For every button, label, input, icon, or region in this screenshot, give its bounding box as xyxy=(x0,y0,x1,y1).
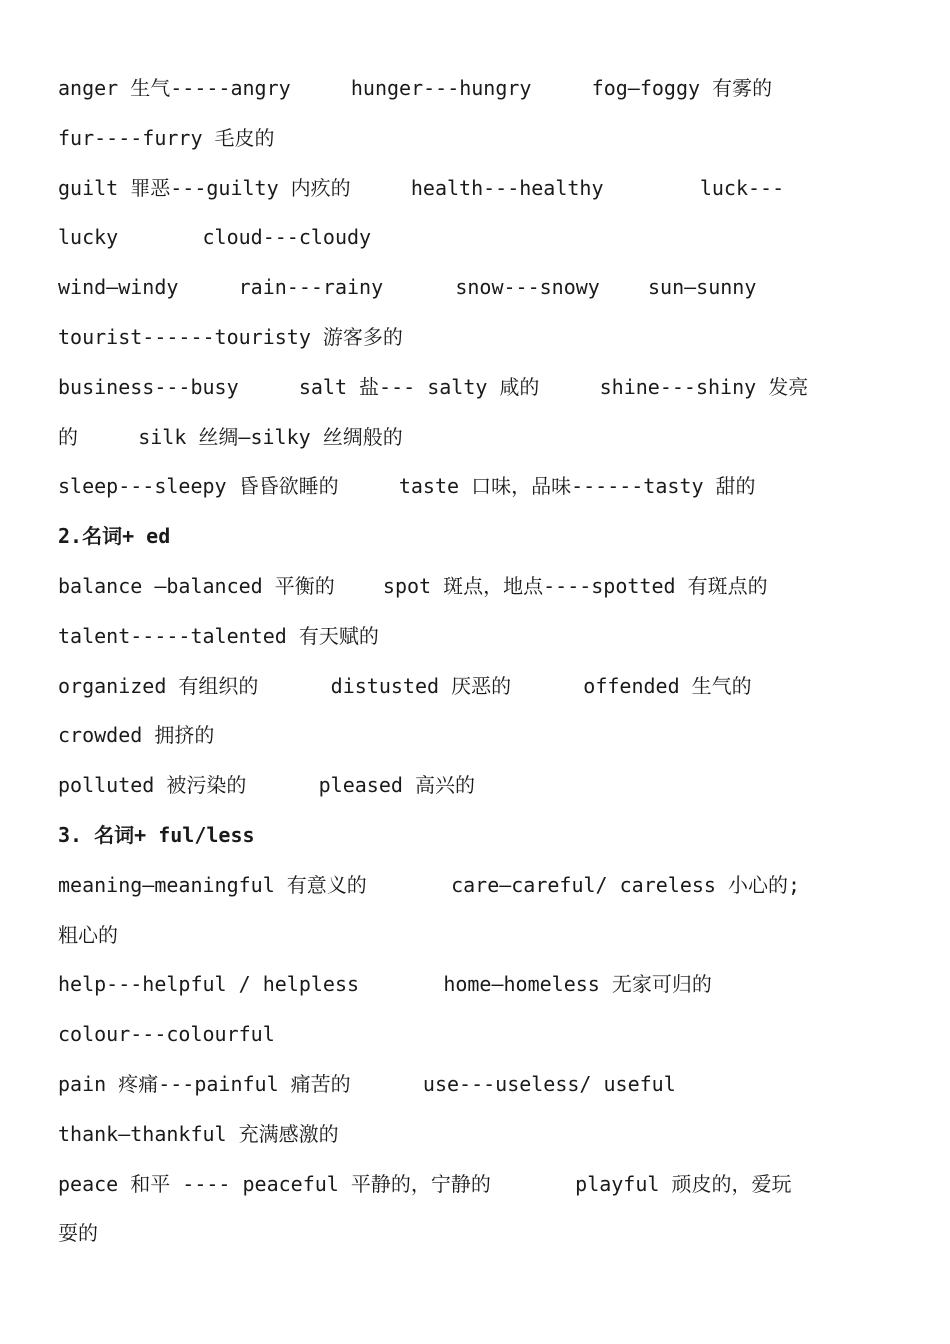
text-line: crowded 拥挤的 xyxy=(58,723,215,748)
text-line: sleep---sleepy 昏昏欲睡的 taste 口味，品味------tasty 甜的 xyxy=(58,474,756,499)
text-line: peace 和平 ---- peaceful 平静的，宁静的 playful 顽皮的，爱玩 xyxy=(58,1171,792,1196)
text-line: balance –balanced 平衡的 spot 斑点，地点----spotted 有斑点的 xyxy=(58,573,768,598)
text-line: meaning—meaningful 有意义的 care—careful/ careless 小心的; xyxy=(58,872,801,897)
text-line: help---helpful / helpless home—homeless 无家可归的 xyxy=(58,972,712,997)
text-line: 耍的 xyxy=(58,1221,98,1246)
text-line: lucky cloud---cloudy xyxy=(58,225,372,250)
text-line: thank—thankful 充满感激的 xyxy=(58,1121,339,1146)
text-line: colour---colourful xyxy=(58,1022,275,1047)
text-line: organized 有组织的 distusted 厌恶的 offended 生气的 xyxy=(58,673,752,698)
text-line: pain 疼痛---painful 痛苦的 use---useless/ useful xyxy=(58,1071,676,1096)
text-line: guilt 罪恶---guilty 内疚的 health---healthy luck--- xyxy=(58,175,785,200)
text-line: business---busy salt 盐--- salty 咸的 shine---shiny 发亮 xyxy=(58,374,809,399)
text-line: 的 silk 丝绸—silky 丝绸般的 xyxy=(58,424,403,449)
text-line: talent-----talented 有天赋的 xyxy=(58,623,379,648)
text-line: wind—windy rain---rainy snow---snowy sun—sunny xyxy=(58,275,757,300)
section-heading-noun-ed: 2.名词+ ed xyxy=(58,524,171,549)
text-line: tourist------touristy 游客多的 xyxy=(58,324,403,349)
text-line: anger 生气-----angry hunger---hungry fog—foggy 有雾的 xyxy=(58,76,773,100)
document-page xyxy=(58,64,918,1259)
text-line: polluted 被污染的 pleased 高兴的 xyxy=(58,773,475,798)
section-heading-noun-ful-less: 3. 名词+ ful/less xyxy=(58,822,255,847)
text-line: fur----furry 毛皮的 xyxy=(58,125,275,150)
text-line: 粗心的 xyxy=(58,922,118,947)
